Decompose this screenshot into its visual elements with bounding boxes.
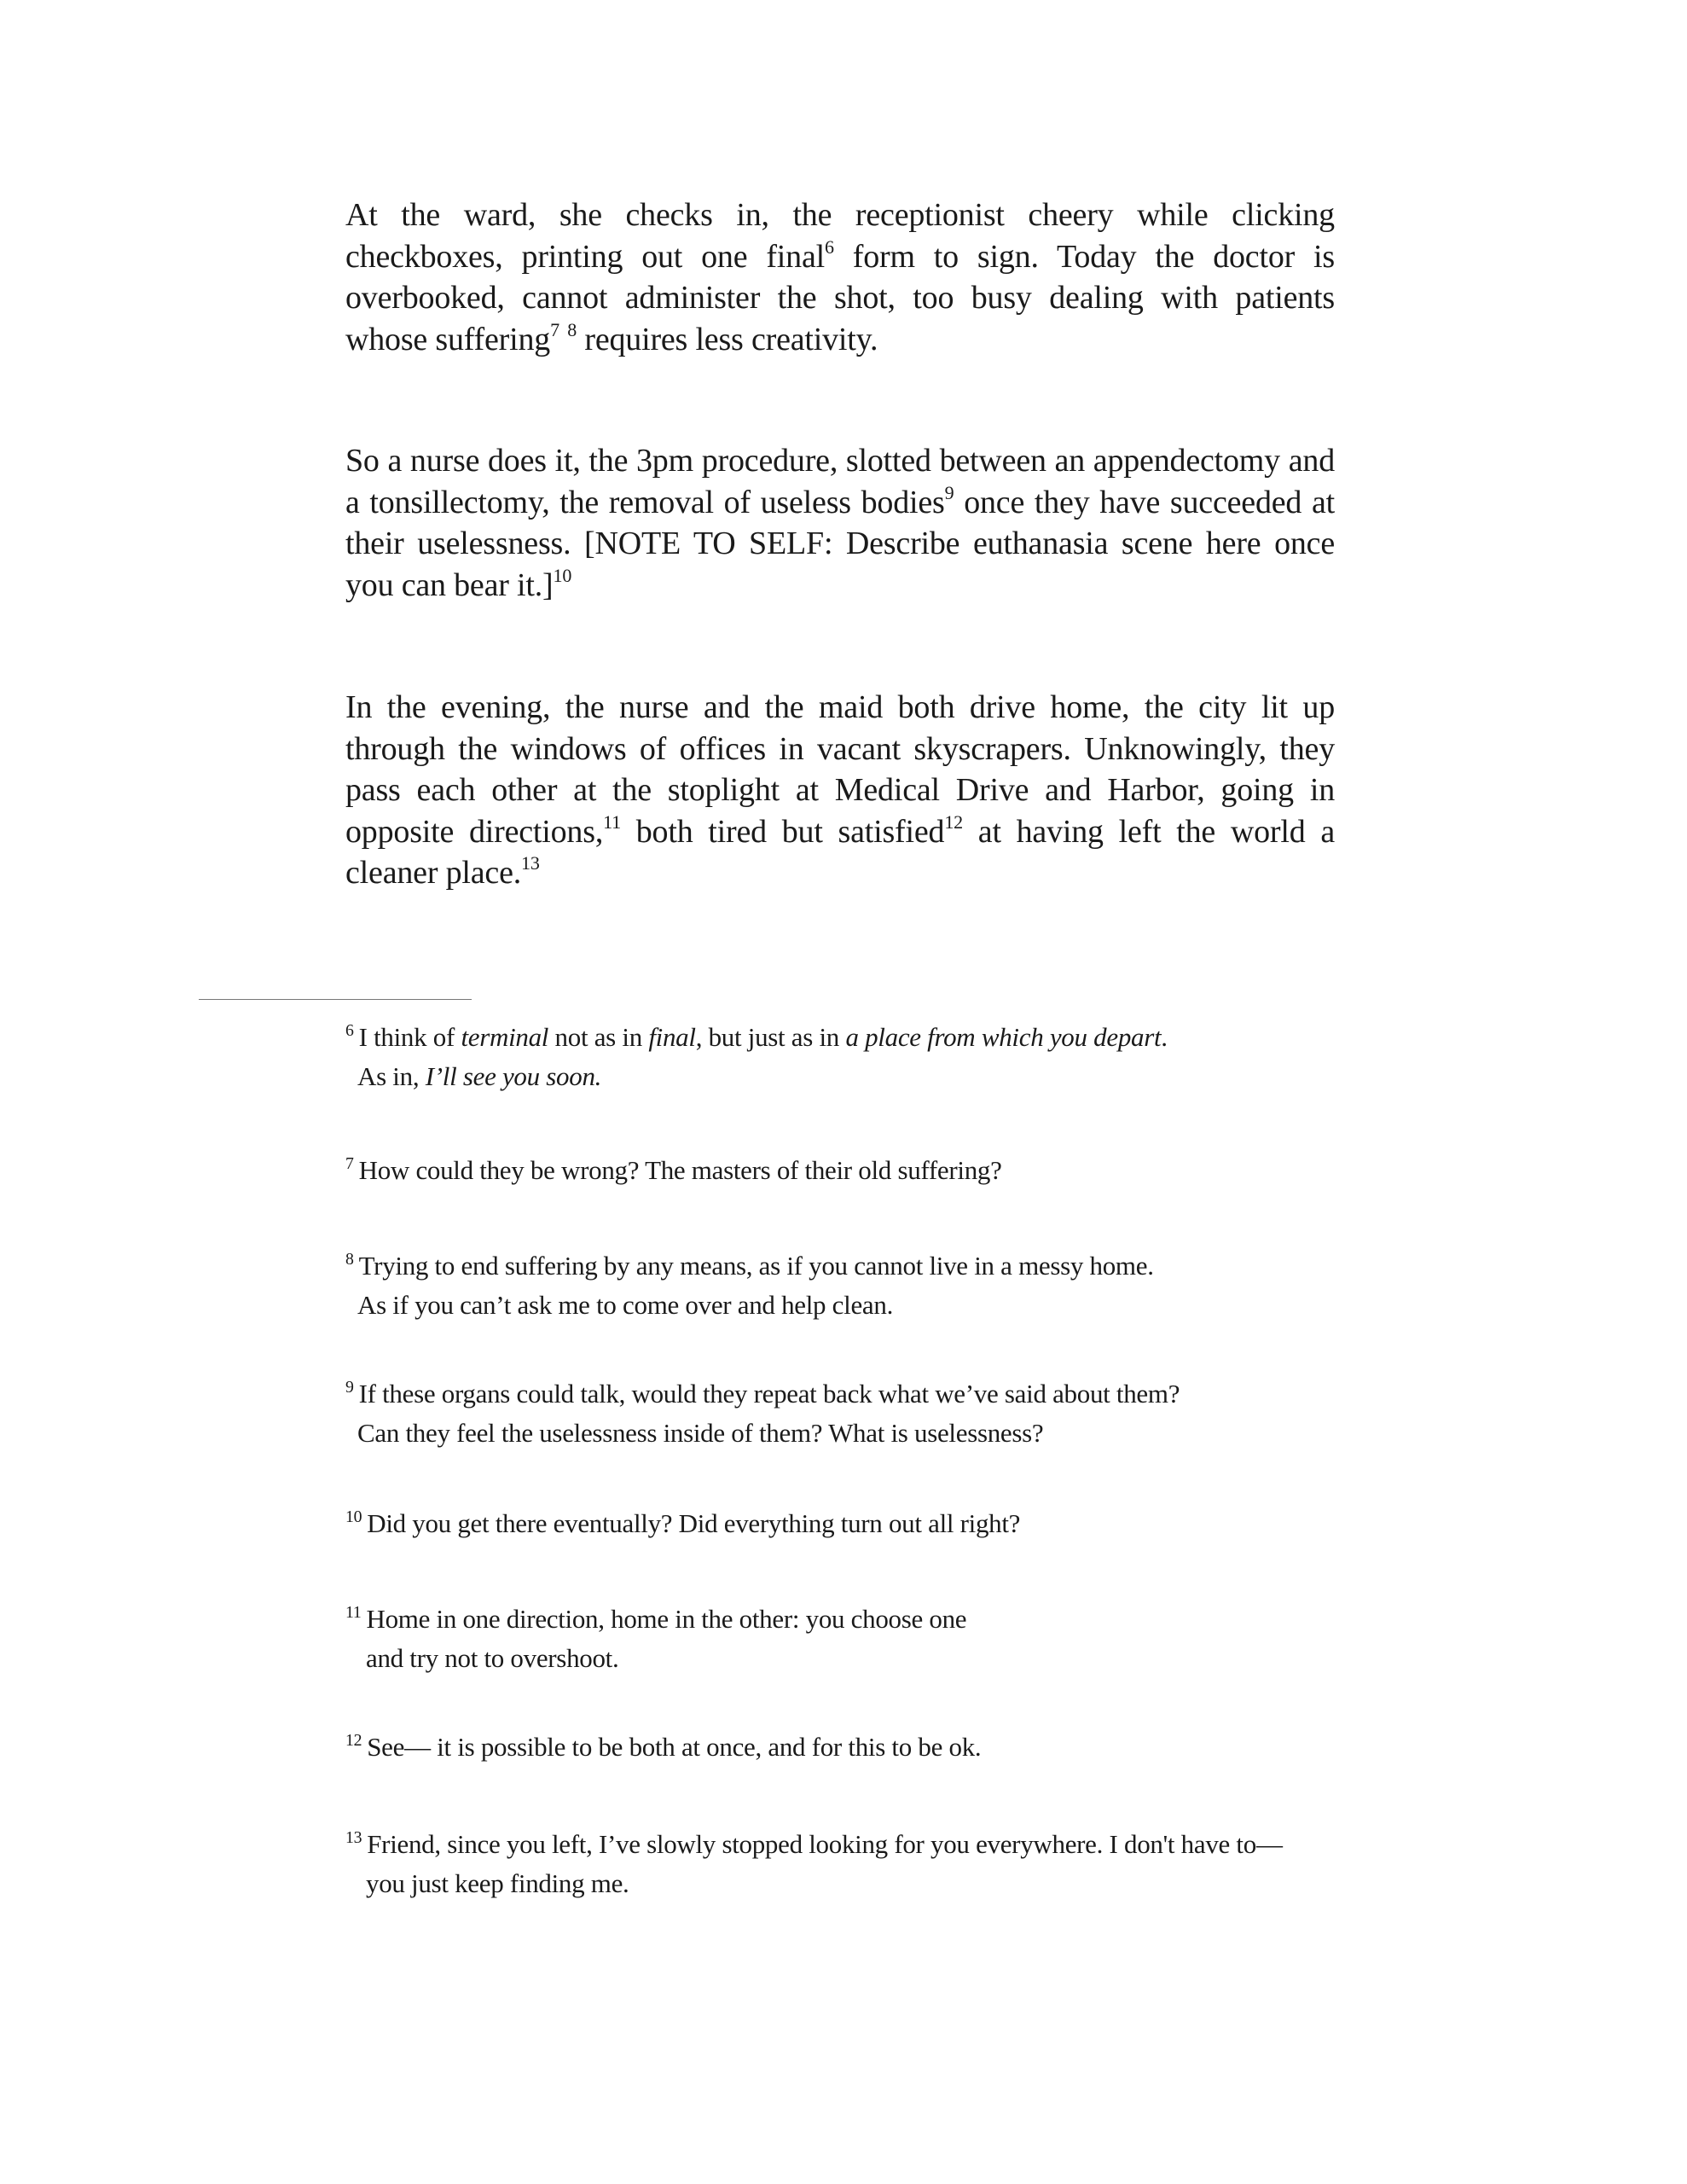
footnote-line bbox=[345, 1248, 1369, 1287]
footnote-text: I think of bbox=[358, 1022, 461, 1052]
paragraph-text: once they have succeeded at their uselessness. [NOTE TO SELF: Describe euthanasia scene here once you can bear it.] bbox=[345, 484, 1335, 603]
paragraph-text bbox=[559, 322, 567, 357]
footnote-number: 12 bbox=[345, 1731, 362, 1751]
footnote-text: How could they be wrong? The masters of their old suffering? bbox=[358, 1155, 1002, 1185]
footnote-line bbox=[345, 1506, 1369, 1545]
footnote-number: 9 bbox=[345, 1378, 354, 1397]
footnote-line bbox=[345, 1376, 1369, 1415]
footnote-line bbox=[345, 1827, 1369, 1866]
footnote-text: As if you can’t ask me to come over and help clean. bbox=[357, 1290, 894, 1320]
body-paragraph bbox=[345, 440, 1335, 606]
footnote bbox=[345, 1153, 1369, 1192]
footnote bbox=[345, 1729, 1369, 1769]
footnote-separator bbox=[199, 999, 472, 1000]
footnote-reference: 7 bbox=[550, 318, 559, 340]
footnote-line bbox=[345, 1153, 1369, 1192]
footnote-text: Trying to end suffering by any means, as if you cannot live in a messy home. bbox=[358, 1251, 1154, 1281]
footnote-number: 7 bbox=[345, 1154, 354, 1174]
footnote-number: 11 bbox=[345, 1603, 362, 1623]
footnote-text: Home in one direction, home in the other: you choose one bbox=[366, 1604, 967, 1634]
footnote-line bbox=[345, 1866, 1369, 1901]
footnote-text: As in, bbox=[357, 1061, 426, 1091]
footnote-number: 10 bbox=[345, 1507, 362, 1527]
footnote-text: and try not to overshoot. bbox=[366, 1643, 619, 1673]
footnote-italic-text: terminal bbox=[461, 1022, 549, 1052]
paragraph-text: at having left the world a cleaner place. bbox=[345, 813, 1336, 891]
footnote-reference: 13 bbox=[521, 852, 540, 874]
footnote-line bbox=[345, 1601, 1369, 1641]
footnote-text: you just keep finding me. bbox=[366, 1868, 629, 1898]
footnote-reference: 12 bbox=[944, 810, 963, 833]
footnote-text: Friend, since you left, I’ve slowly stopped looking for you everywhere. I don't have to— bbox=[367, 1829, 1283, 1859]
footnote bbox=[345, 1827, 1369, 1901]
paragraph-text: both tired but satisfied bbox=[620, 813, 945, 850]
footnote-italic-text: I’ll see you soon. bbox=[425, 1061, 602, 1091]
footnote-text: See— it is possible to be both at once, and for this to be ok. bbox=[367, 1732, 982, 1762]
footnote-reference: 11 bbox=[603, 810, 621, 833]
footnote-line bbox=[345, 1641, 1369, 1676]
footnote bbox=[345, 1376, 1369, 1450]
footnote-italic-text: final bbox=[648, 1022, 696, 1052]
footnote-number: 13 bbox=[345, 1828, 362, 1848]
body-paragraph bbox=[345, 195, 1335, 360]
footnote bbox=[345, 1601, 1369, 1676]
paragraph-text: At the ward, she checks in, the receptionist cheery while clicking checkboxes, printing out one final bbox=[345, 197, 1335, 275]
footnote-reference: 8 bbox=[567, 318, 577, 340]
footnote-text: Can they feel the uselessness inside of them? What is uselessness? bbox=[357, 1418, 1044, 1448]
footnote-line bbox=[345, 1729, 1369, 1769]
footnote-line bbox=[345, 1019, 1369, 1059]
paragraph-text: form to sign. Today the doctor is overbooked, cannot administer the shot, too busy dealing with patients whose suffering bbox=[345, 238, 1335, 357]
paragraph-text: requires less creativity. bbox=[577, 321, 878, 357]
footnote-number: 8 bbox=[345, 1250, 354, 1269]
footnote-reference: 10 bbox=[553, 564, 572, 586]
footnote-number: 6 bbox=[345, 1021, 354, 1041]
footnote-line bbox=[345, 1287, 1369, 1322]
footnote-reference: 6 bbox=[824, 235, 834, 258]
footnote-italic-text: a place from which you depart bbox=[845, 1022, 1162, 1052]
footnote-line bbox=[345, 1059, 1369, 1094]
footnote-text: Did you get there eventually? Did everything turn out all right? bbox=[367, 1508, 1021, 1538]
footnote-line bbox=[345, 1415, 1369, 1450]
footnote-text: If these organs could talk, would they repeat back what we’ve said about them? bbox=[358, 1379, 1180, 1409]
footnote-text: . bbox=[1161, 1022, 1168, 1052]
paragraph-text: In the evening, the nurse and the maid both drive home, the city lit up through the windows of offices in vacant skyscrapers. Unknowingly, they pass each other at the stoplight at Medical Drive and Harbor, going in opposite directions, bbox=[345, 689, 1335, 850]
body-paragraph bbox=[345, 687, 1335, 894]
footnote bbox=[345, 1019, 1369, 1094]
footnote-reference: 9 bbox=[944, 481, 954, 503]
paragraph-text: So a nurse does it, the 3pm procedure, slotted between an appendectomy and a tonsillectomy, the removal of useless bodies bbox=[345, 443, 1335, 520]
footnote bbox=[345, 1248, 1369, 1322]
footnote bbox=[345, 1506, 1369, 1545]
footnote-text: , but just as in bbox=[695, 1022, 846, 1052]
footnote-text: not as in bbox=[548, 1022, 649, 1052]
